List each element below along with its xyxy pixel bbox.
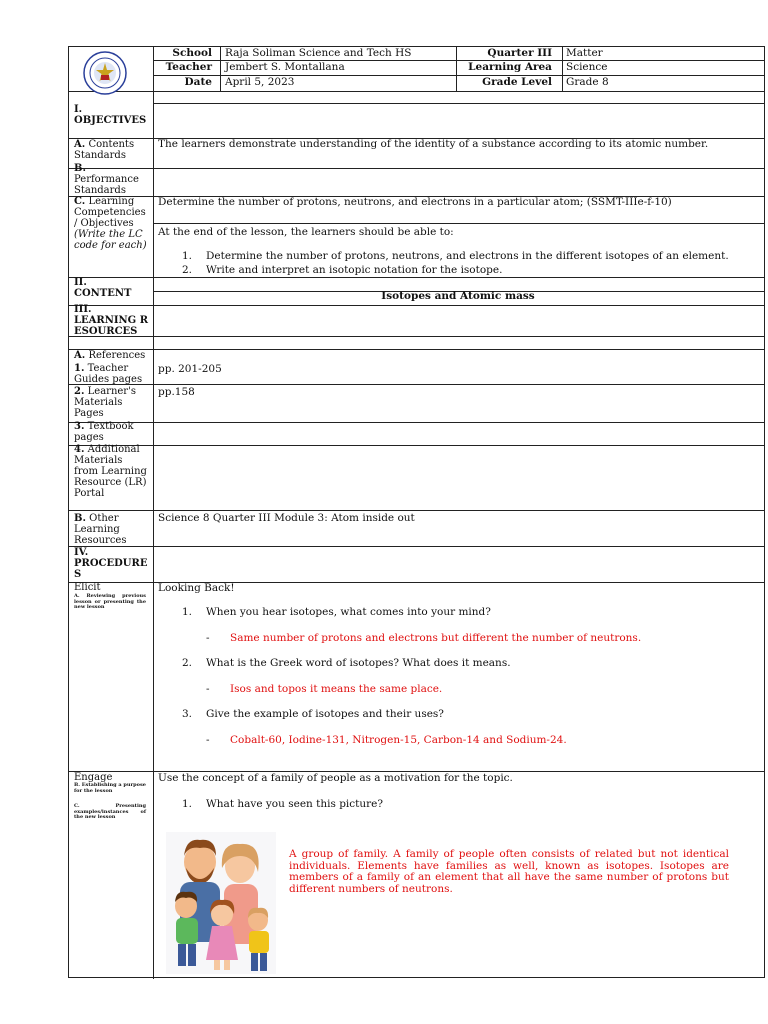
- engage-sublabel: C. Presenting examples/instances of the new lesson: [74, 803, 146, 821]
- grade-level-label: Grade Level: [482, 76, 552, 88]
- question-number: 1.: [182, 798, 193, 810]
- other-resources-label: B. Other Learning Resources: [74, 513, 127, 546]
- date-label: Date: [184, 76, 212, 88]
- engage-label: Engage: [74, 772, 113, 783]
- learning-area-value: Science: [566, 61, 608, 73]
- date-value: April 5, 2023: [225, 76, 295, 88]
- answer-bullet: -: [206, 632, 210, 644]
- elicit-question: What is the Greek word of isotopes? What does it means.: [206, 657, 511, 669]
- teacher-label: Teacher: [165, 61, 212, 73]
- procedures-heading: IV. PROCEDURES: [74, 547, 148, 580]
- question-number: 2.: [182, 657, 193, 669]
- learners-materials-label: 2. Learner's Materials Pages: [74, 386, 136, 419]
- objective-item-number: 2.: [182, 264, 193, 276]
- answer-bullet: -: [206, 734, 210, 746]
- competencies-label: C. Learning Competencies / Objectives (Write the LC code for each): [74, 196, 147, 251]
- elicit-sublabel: A. Reviewing previous lesson or presenting the new lesson: [74, 593, 146, 611]
- teacher-guides-label: 1. Teacher Guides pages: [74, 363, 143, 385]
- quarter-value: Matter: [566, 47, 603, 59]
- content-title: Isotopes and Atomic mass: [381, 290, 535, 302]
- objective-item-number: 1.: [182, 250, 193, 262]
- additional-materials-label: 4. Additional Materials from Learning Resource (LR) Portal: [74, 444, 147, 499]
- label-column-divider: [153, 91, 154, 979]
- learners-materials-value: pp.158: [158, 386, 195, 398]
- teacher-value: Jembert S. Montallana: [225, 61, 345, 73]
- other-resources-value: Science 8 Quarter III Module 3: Atom inside out: [158, 512, 415, 524]
- textbook-label: 3. Textbook pages: [74, 421, 134, 443]
- objective-item: Write and interpret an isotopic notation for the isotope.: [206, 264, 503, 276]
- performance-standards-label: B. Performance Standards: [74, 163, 139, 196]
- school-label: School: [172, 47, 212, 59]
- grade-level-value: Grade 8: [566, 76, 609, 88]
- resources-heading: III. LEARNING RESOURCES: [74, 304, 149, 337]
- elicit-label: Elicit: [74, 582, 101, 593]
- engage-question: What have you seen this picture?: [206, 798, 384, 810]
- elicit-question: Give the example of isotopes and their uses?: [206, 708, 444, 720]
- teacher-guides-value: pp. 201-205: [158, 363, 222, 375]
- answer-bullet: -: [206, 683, 210, 695]
- content-standards-text: The learners demonstrate understanding of the identity of a substance according to its atomic number.: [158, 138, 709, 150]
- engage-caption: A group of family. A family of people often consists of related but not identical individuals. Elements have families as well, known as isotopes. Isotopes are members of a family of an element that all have the same number of protons but different numbers of neutrons.: [289, 848, 729, 895]
- question-number: 1.: [182, 606, 193, 618]
- elicit-answer: Cobalt-60, Iodine-131, Nitrogen-15, Carbon-14 and Sodium-24.: [230, 734, 567, 746]
- learning-area-label: Learning Area: [468, 61, 552, 73]
- question-number: 3.: [182, 708, 193, 720]
- references-label: A. References: [74, 350, 146, 361]
- objectives-intro: At the end of the lesson, the learners should be able to:: [158, 226, 454, 238]
- engage-sublabel: B. Establishing a purpose for the lesson: [74, 782, 146, 794]
- competency-text: Determine the number of protons, neutrons, and electrons in a particular atom; (SSMT-IIIe-f-10): [158, 196, 672, 208]
- elicit-answer: Same number of protons and electrons but different the number of neutrons.: [230, 632, 642, 644]
- engage-intro: Use the concept of a family of people as a motivation for the topic.: [158, 772, 513, 784]
- quarter-label: Quarter III: [487, 47, 552, 59]
- school-value: Raja Soliman Science and Tech HS: [225, 47, 412, 59]
- objective-item: Determine the number of protons, neutrons, and electrons in the different isotopes of an element.: [206, 250, 729, 262]
- header-bottom-rule: [69, 91, 764, 92]
- elicit-question: When you hear isotopes, what comes into your mind?: [206, 606, 491, 618]
- content-heading: II. CONTENT: [74, 277, 132, 299]
- objectives-heading: I. OBJECTIVES: [74, 104, 147, 126]
- deped-seal-logo: [83, 51, 127, 95]
- elicit-answer: Isos and topos it means the same place.: [230, 683, 443, 695]
- elicit-title: Looking Back!: [158, 582, 235, 594]
- family-illustration: [166, 832, 276, 974]
- content-standards-label: A. Contents Standards: [74, 139, 135, 161]
